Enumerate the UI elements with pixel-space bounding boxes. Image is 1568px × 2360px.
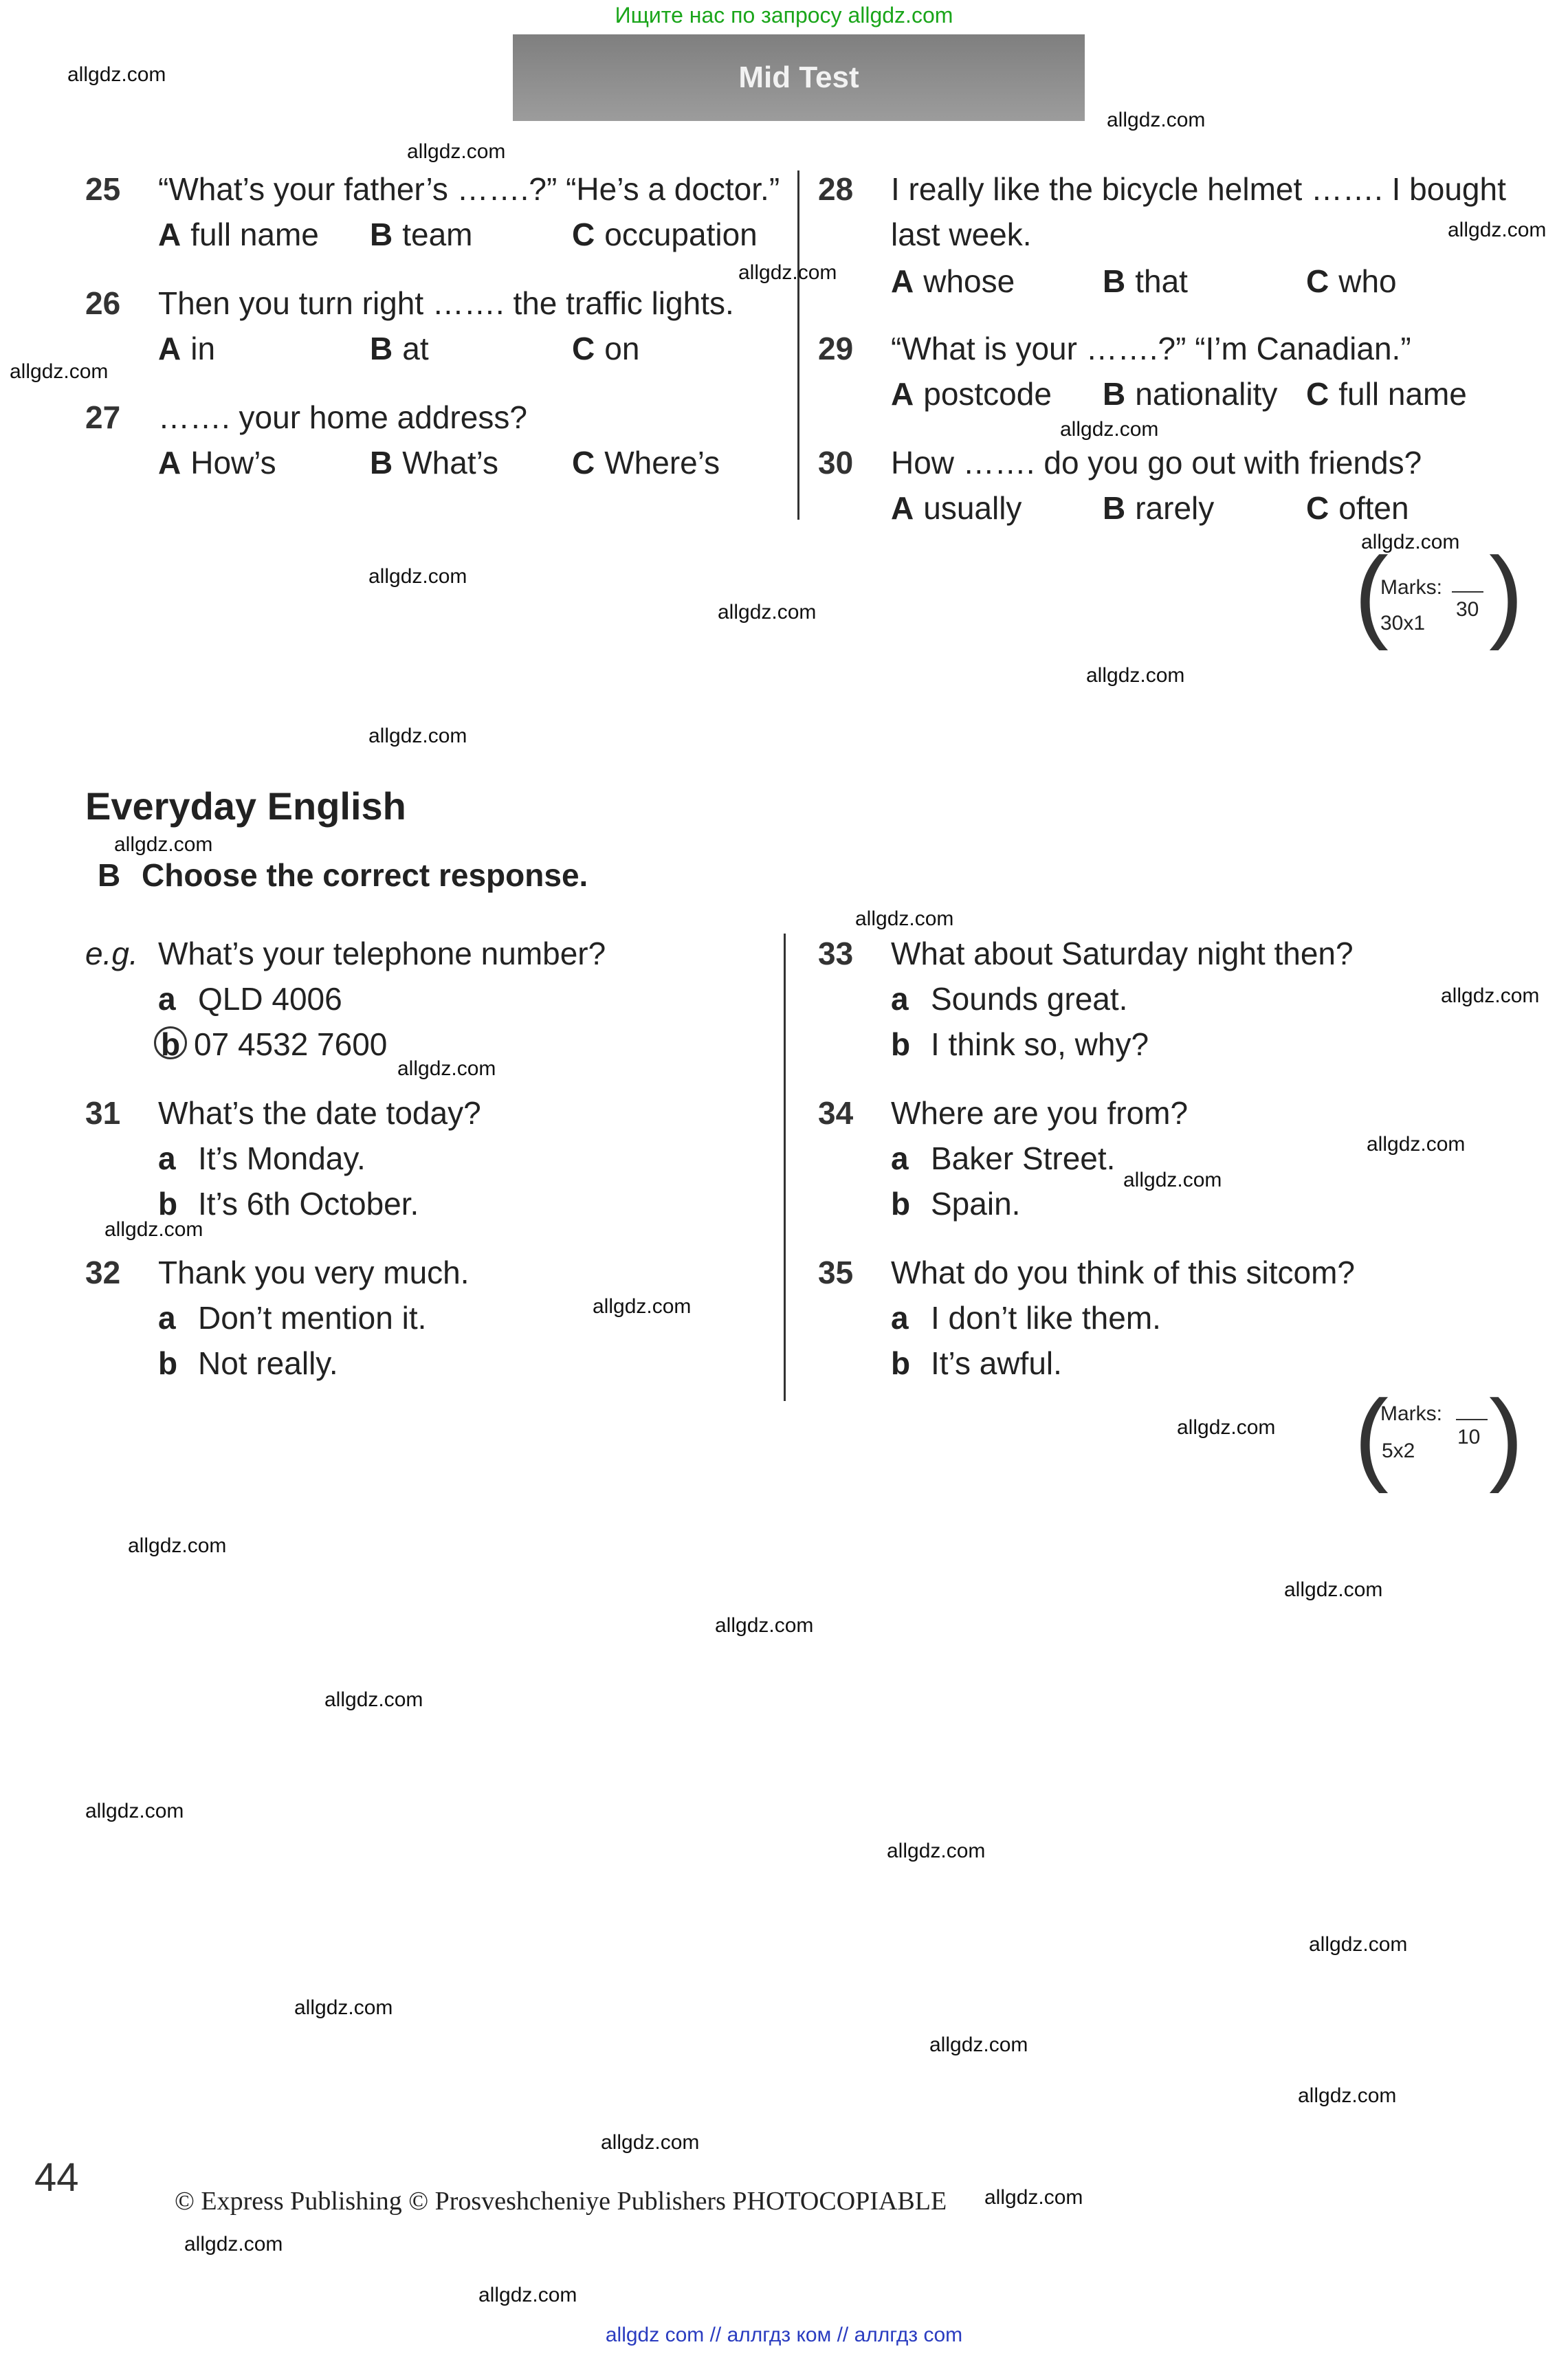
option-26-c: C on bbox=[572, 331, 640, 366]
question-stem: Then you turn right ……. the traffic lights. bbox=[158, 285, 734, 321]
question-number: 32 bbox=[85, 1255, 121, 1290]
watermark-text: allgdz.com bbox=[184, 2233, 283, 2256]
question-number: 30 bbox=[818, 445, 854, 481]
question-stem: “What’s your father’s …….?” “He’s a doctor.” bbox=[158, 171, 780, 207]
question-30 bbox=[818, 440, 1547, 485]
example-stem: What’s your telephone number? bbox=[158, 936, 606, 971]
column-divider bbox=[797, 170, 799, 520]
question-number: 27 bbox=[85, 399, 121, 435]
watermark-text: allgdz.com bbox=[715, 1614, 814, 1637]
watermark-text: allgdz.com bbox=[368, 725, 467, 747]
question-25 bbox=[85, 166, 807, 212]
top-banner-link[interactable]: Ищите нас по запросу allgdz.com bbox=[615, 3, 953, 27]
marks-total: 10 bbox=[1457, 1426, 1481, 1448]
watermark-text: allgdz.com bbox=[128, 1534, 227, 1557]
watermark-text: allgdz.com bbox=[738, 261, 837, 284]
option-28-c: C who bbox=[1306, 263, 1397, 299]
option-28-a: A whose bbox=[891, 263, 1015, 299]
column-divider bbox=[784, 934, 786, 1401]
watermark-text: allgdz.com bbox=[10, 360, 109, 383]
section-b-letter: B bbox=[98, 857, 121, 893]
marks-box-b: ( ) Marks: 10 5x2 bbox=[1354, 1378, 1523, 1494]
option-25-b: B team bbox=[370, 217, 473, 252]
example-option-a: a QLD 4006 bbox=[158, 981, 342, 1017]
watermark-text: allgdz.com bbox=[478, 2284, 577, 2306]
question-number: 26 bbox=[85, 285, 121, 321]
circled-answer-icon: b bbox=[154, 1026, 187, 1059]
watermark-text: allgdz.com bbox=[114, 833, 213, 856]
watermark-text: allgdz.com bbox=[1060, 418, 1159, 441]
bottom-links[interactable]: allgdz com // аллгдз ком // аллгдз com bbox=[605, 2324, 963, 2346]
option-26-b: B at bbox=[370, 331, 429, 366]
copyright-footer: © Express Publishing © Prosveshcheniye Publishers PHOTOCOPIABLE bbox=[175, 2187, 947, 2216]
watermark-text: allgdz.com bbox=[397, 1057, 496, 1080]
marks-calc: 30x1 bbox=[1380, 612, 1426, 635]
watermark-text: allgdz.com bbox=[929, 2033, 1028, 2056]
question-number: 35 bbox=[818, 1255, 854, 1290]
option-27-b: B What’s bbox=[370, 445, 498, 481]
watermark-text: allgdz.com bbox=[294, 1996, 393, 2019]
watermark-text: allgdz.com bbox=[1284, 1578, 1383, 1601]
response-question-33: What about Saturday night then? bbox=[891, 936, 1354, 971]
watermark-text: allgdz.com bbox=[718, 601, 817, 624]
option-29-a: A postcode bbox=[891, 376, 1052, 412]
response-35-a: a I don’t like them. bbox=[891, 1300, 1161, 1336]
response-31-a: a It’s Monday. bbox=[158, 1140, 366, 1176]
watermark-text: allgdz.com bbox=[887, 1840, 986, 1862]
option-29-c: C full name bbox=[1306, 376, 1467, 412]
question-stem: How ……. do you go out with friends? bbox=[891, 445, 1422, 481]
marks-box-a: ( ) Marks: 30 30x1 bbox=[1354, 536, 1523, 651]
watermark-text: allgdz.com bbox=[1441, 984, 1540, 1007]
option-25-a: A full name bbox=[158, 217, 319, 252]
watermark-text: allgdz.com bbox=[1309, 1933, 1408, 1956]
response-32-a: a Don’t mention it. bbox=[158, 1300, 427, 1336]
watermark-text: allgdz.com bbox=[104, 1218, 203, 1241]
watermark-text: allgdz.com bbox=[85, 1800, 184, 1822]
watermark-text: allgdz.com bbox=[984, 2186, 1083, 2209]
question-29 bbox=[818, 326, 1547, 371]
watermark-text: allgdz.com bbox=[67, 63, 166, 86]
watermark-text: allgdz.com bbox=[368, 565, 467, 588]
response-34-a: a Baker Street. bbox=[891, 1140, 1116, 1176]
response-question-34: Where are you from? bbox=[891, 1095, 1189, 1131]
question-26 bbox=[85, 280, 807, 326]
watermark-text: allgdz.com bbox=[593, 1295, 692, 1318]
section-title: Everyday English bbox=[85, 784, 406, 828]
watermark-text: allgdz.com bbox=[1107, 109, 1206, 131]
response-34-b: b Spain. bbox=[891, 1186, 1021, 1222]
option-28-b: B that bbox=[1103, 263, 1188, 299]
watermark-text: allgdz.com bbox=[1367, 1133, 1466, 1156]
watermark-text: allgdz.com bbox=[1086, 664, 1185, 687]
header-bar bbox=[513, 34, 1085, 121]
question-number: 25 bbox=[85, 171, 121, 207]
option-25-c: C occupation bbox=[572, 217, 758, 252]
example-option-b: b 07 4532 7600 bbox=[154, 1022, 387, 1067]
option-30-b: B rarely bbox=[1103, 490, 1215, 526]
watermark-text: allgdz.com bbox=[1177, 1416, 1276, 1439]
response-33-a: a Sounds great. bbox=[891, 981, 1128, 1017]
watermark-text: allgdz.com bbox=[601, 2131, 700, 2154]
response-question-31: What’s the date today? bbox=[158, 1095, 481, 1131]
page-number: 44 bbox=[34, 2155, 79, 2200]
response-question-32: Thank you very much. bbox=[158, 1255, 470, 1290]
marks-label: Marks: bbox=[1380, 576, 1442, 599]
page-title: Mid Test bbox=[738, 60, 859, 94]
marks-calc: 5x2 bbox=[1382, 1440, 1415, 1462]
watermark-text: allgdz.com bbox=[855, 907, 954, 930]
question-number: 28 bbox=[818, 171, 854, 207]
question-number: 34 bbox=[818, 1095, 854, 1131]
response-32-b: b Not really. bbox=[158, 1345, 338, 1381]
watermark-text: allgdz.com bbox=[1361, 531, 1460, 553]
response-31-b: b It’s 6th October. bbox=[158, 1186, 419, 1222]
watermark-text: allgdz.com bbox=[1123, 1169, 1222, 1191]
example-label: e.g. bbox=[85, 936, 138, 971]
question-stem: ……. your home address? bbox=[158, 399, 527, 435]
option-30-c: C often bbox=[1306, 490, 1409, 526]
question-number: 33 bbox=[818, 936, 854, 971]
option-30-a: A usually bbox=[891, 490, 1022, 526]
watermark-text: allgdz.com bbox=[324, 1688, 423, 1711]
marks-total: 30 bbox=[1456, 598, 1479, 621]
watermark-text: allgdz.com bbox=[1298, 2084, 1397, 2107]
question-28-continuation: last week. bbox=[891, 217, 1032, 252]
option-29-b: B nationality bbox=[1103, 376, 1278, 412]
option-27-a: A How’s bbox=[158, 445, 276, 481]
response-question-35: What do you think of this sitcom? bbox=[891, 1255, 1355, 1290]
question-number: 31 bbox=[85, 1095, 121, 1131]
response-33-b: b I think so, why? bbox=[891, 1026, 1149, 1062]
watermark-text: allgdz.com bbox=[1448, 219, 1547, 241]
question-28 bbox=[818, 166, 1547, 212]
question-stem: “What is your …….?” “I’m Canadian.” bbox=[891, 331, 1411, 366]
question-27 bbox=[85, 395, 807, 440]
marks-label: Marks: bbox=[1380, 1402, 1442, 1425]
watermark-text: allgdz.com bbox=[407, 140, 506, 163]
question-stem: I really like the bicycle helmet ……. I bought bbox=[891, 171, 1506, 207]
option-26-a: A in bbox=[158, 331, 216, 366]
option-27-c: C Where’s bbox=[572, 445, 720, 481]
response-35-b: b It’s awful. bbox=[891, 1345, 1062, 1381]
question-number: 29 bbox=[818, 331, 854, 366]
section-b-instruction: Choose the correct response. bbox=[142, 857, 588, 893]
